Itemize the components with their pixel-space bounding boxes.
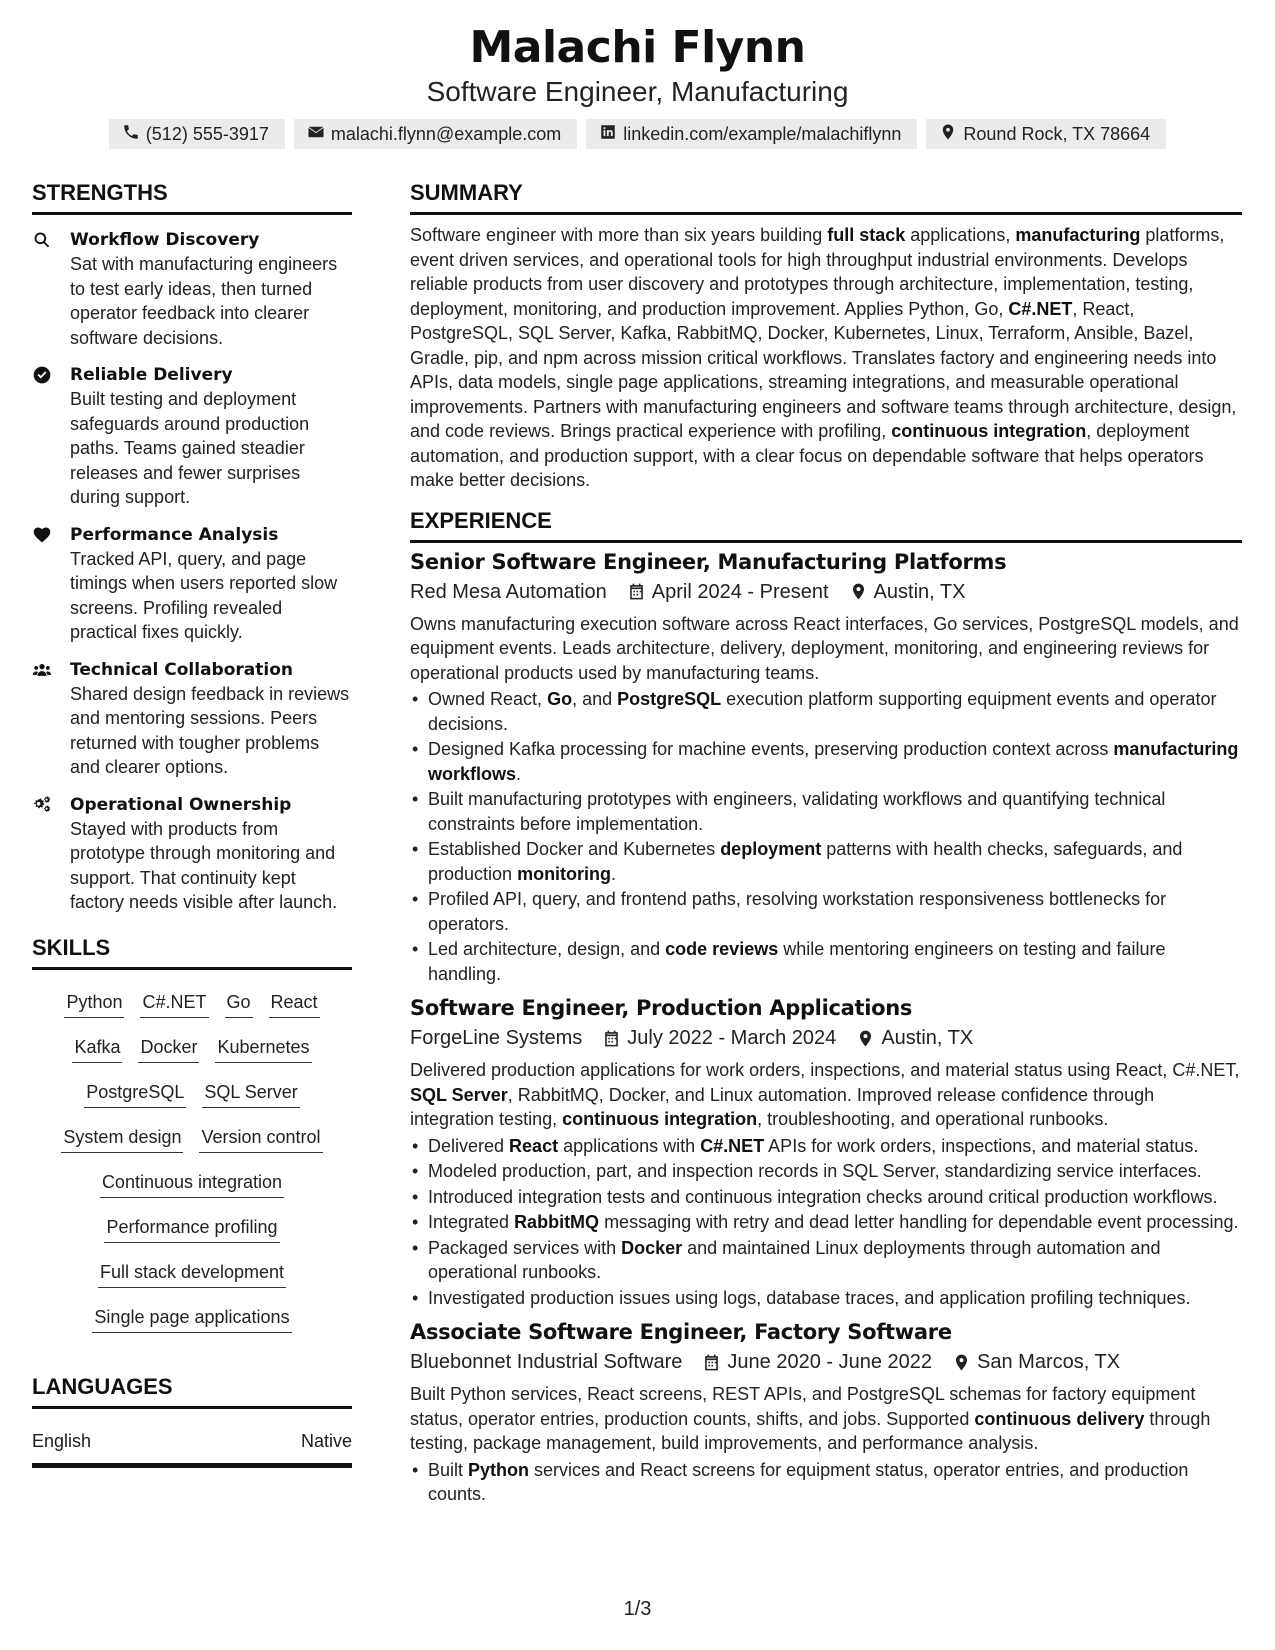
- emphasis-text: manufacturing: [1015, 225, 1141, 245]
- job-meta: [410, 1023, 1242, 1053]
- experience-list: [410, 547, 1242, 1507]
- calendar-icon: [627, 582, 646, 601]
- emphasis-text: PostgreSQL: [617, 689, 722, 709]
- contact-email[interactable]: [294, 119, 577, 149]
- skills-divider: [32, 967, 352, 970]
- job-bullet: • Investigated production issues using logs, database traces, and application profiling techniques.: [410, 1286, 1242, 1311]
- summary-heading: SUMMARY: [410, 180, 523, 205]
- job-description: Built Python services, React screens, REST APIs, and PostgreSQL schemas for factory equipment status, operator entries, production counts, shifts, and jobs. Supported continuous delivery through testing, package management, build improvements, and performance analysis.: [410, 1384, 1211, 1453]
- job-meta: [410, 1347, 1242, 1377]
- map-pin-icon: [939, 123, 957, 146]
- skills-heading: SKILLS: [32, 934, 111, 960]
- strength-description: Sat with manufacturing engineers to test early ideas, then turned operator feedback into clearer software decisions.: [70, 254, 338, 348]
- strength-item: [32, 228, 352, 350]
- skill-row: [98, 1250, 286, 1295]
- skill-tag: Kafka: [72, 1035, 122, 1063]
- linkedin-icon: [599, 123, 617, 146]
- strength-description: Built testing and deployment safeguards around production paths. Teams gained steadier releases and fewer surprises during support.: [70, 389, 310, 507]
- skill-tag: SQL Server: [202, 1080, 299, 1108]
- strength-description: Tracked API, query, and page timings when users reported slow screens. Profiling revealed practical fixes quickly.: [70, 548, 338, 642]
- job-entry: [410, 993, 1242, 1310]
- job-bullet: • Packaged services with Docker and maintained Linux deployments through automation and operational runbooks.: [410, 1236, 1242, 1285]
- job-description: Delivered production applications for work orders, inspections, and material status using React, C#.NET, SQL Server, RabbitMQ, Docker, and Linux automation. Improved release confidence through integration testing, continuous integration, troubleshooting, and operational runbooks.: [410, 1060, 1240, 1129]
- job-location: Austin, TX: [873, 580, 966, 603]
- strength-title: Technical Collaboration: [70, 659, 293, 680]
- right-column: [410, 178, 1242, 1508]
- contact-location[interactable]: [926, 119, 1166, 149]
- emphasis-text: C#.NET: [1008, 298, 1073, 319]
- skill-tag: PostgreSQL: [84, 1080, 186, 1108]
- job-bullet: • Built manufacturing prototypes with engineers, validating workflows and quantifying technical constraints before implementation.: [410, 787, 1242, 836]
- emphasis-text: continuous delivery: [974, 1408, 1145, 1429]
- skill-tag: Full stack development: [98, 1260, 286, 1288]
- map-pin-icon: [856, 1029, 875, 1048]
- contact-linkedin[interactable]: [586, 119, 917, 149]
- job-bullet: • Modeled production, part, and inspection records in SQL Server, standardizing service interfaces.: [410, 1159, 1242, 1184]
- language-name: English: [32, 1430, 92, 1451]
- skill-row: [104, 1205, 279, 1250]
- emphasis-text: Python: [468, 1459, 530, 1480]
- contact-linkedin-text: linkedin.com/example/malachiflynn: [623, 123, 902, 144]
- job-company: ForgeLine Systems: [410, 1027, 583, 1049]
- skill-tag: Docker: [138, 1035, 199, 1063]
- job-bullet: • Established Docker and Kubernetes deployment patterns with health checks, safeguards, and production monitoring.: [410, 837, 1242, 886]
- summary-divider: [410, 212, 1242, 215]
- job-dates: April 2024 - Present: [651, 580, 829, 603]
- job-bullet: • Designed Kafka processing for machine events, preserving production context across manufacturing workflows.: [410, 737, 1242, 786]
- strength-title: Operational Ownership: [70, 794, 292, 815]
- language-item: [32, 1429, 352, 1453]
- resume-header: [0, 22, 1275, 149]
- emphasis-text: React: [509, 1135, 559, 1156]
- strength-description: Shared design feedback in reviews and mentoring sessions. Peers returned with tougher problems and clearer options.: [70, 683, 350, 777]
- job-bullets: [410, 1134, 1242, 1311]
- heart-icon: [32, 523, 70, 645]
- strength-description: Stayed with products from prototype through monitoring and support. That continuity kept factory needs visible after launch.: [70, 818, 338, 912]
- calendar-icon: [702, 1353, 721, 1372]
- job-bullets: [410, 1458, 1242, 1507]
- emphasis-text: Docker: [621, 1237, 683, 1258]
- check-circle-icon: [32, 363, 70, 510]
- envelope-icon: [307, 123, 325, 146]
- gears-icon: [32, 793, 70, 915]
- skill-row: [92, 1295, 291, 1340]
- job-bullet: • Delivered React applications with C#.NET APIs for work orders, inspections, and material status.: [410, 1134, 1242, 1159]
- strength-item: [32, 523, 352, 645]
- job-bullet: • Led architecture, design, and code reviews while mentoring engineers on testing and failure handling.: [410, 937, 1242, 986]
- strengths-heading: STRENGTHS: [32, 180, 168, 205]
- job-bullets: [410, 687, 1242, 986]
- language-level: Native: [300, 1430, 352, 1451]
- strengths-divider: [32, 212, 352, 215]
- contact-email-text: malachi.flynn@example.com: [330, 123, 562, 144]
- strength-title: Reliable Delivery: [70, 365, 233, 385]
- job-bullet: • Built Python services and React screens for equipment status, operator entries, and production counts.: [410, 1458, 1242, 1507]
- job-title: Senior Software Engineer, Manufacturing Platforms: [410, 549, 1007, 574]
- job-company: Red Mesa Automation: [410, 580, 607, 603]
- strength-item: [32, 658, 352, 780]
- skill-tag: Go: [225, 990, 253, 1018]
- skill-tag: Version control: [199, 1125, 322, 1153]
- strength-title: Workflow Discovery: [70, 230, 260, 250]
- emphasis-text: full stack: [827, 225, 906, 245]
- job-bullet: • Profiled API, query, and frontend paths, resolving workstation responsiveness bottlenecks for operators.: [410, 887, 1242, 936]
- skill-tag: Continuous integration: [100, 1170, 284, 1198]
- contact-bar: [0, 119, 1275, 149]
- contact-phone[interactable]: [109, 119, 285, 149]
- skill-tag: Single page applications: [92, 1305, 291, 1333]
- strength-item: [32, 793, 352, 915]
- job-company: Bluebonnet Industrial Software: [410, 1351, 683, 1373]
- page-number: 1/3: [623, 1598, 652, 1620]
- emphasis-text: continuous integration: [562, 1109, 758, 1129]
- skill-row: [84, 1070, 299, 1115]
- emphasis-text: deployment: [720, 839, 822, 859]
- summary-text: Software engineer with more than six years building full stack applications, manufacturing platforms, event driven services, and operational tools for high throughput industrial environments. Develops reliable products from user discovery and prototypes through architecture, implementation, testing, deployment, monitoring, and production improvement. Applies Python, Go, C#.NET, React, PostgreSQL, SQL Server, Kafka, RabbitMQ, Docker, Kubernetes, Linux, Terraform, Ansible, Bazel, Gradle, pip, and npm across mission critical workflows. Translates factory and engineering needs into APIs, data models, single page applications, streaming integrations, and measurable operational improvements. Partners with manufacturing engineers and software teams through architecture, design, and code reviews. Brings practical experience with profiling, continuous integration, deployment automation, and production support, with a clear focus on dependable software that helps operators make better decisions.: [410, 225, 1237, 490]
- emphasis-text: code reviews: [665, 939, 779, 959]
- left-column: [32, 178, 352, 1468]
- language-level-bar: [32, 1463, 352, 1468]
- emphasis-text: RabbitMQ: [514, 1212, 600, 1232]
- job-dates: July 2022 - March 2024: [627, 1027, 837, 1049]
- phone-icon: [122, 123, 140, 146]
- job-entry: [410, 547, 1242, 987]
- skill-tag: React: [269, 990, 320, 1018]
- job-title: Software Engineer, Production Applications: [410, 996, 913, 1020]
- experience-divider: [410, 540, 1242, 543]
- skill-row: [100, 1160, 284, 1205]
- emphasis-text: manufacturing workflows: [428, 739, 1239, 784]
- emphasis-text: SQL Server: [410, 1084, 508, 1105]
- job-dates: June 2020 - June 2022: [727, 1351, 933, 1373]
- job-bullet: • Integrated RabbitMQ messaging with retry and dead letter handling for dependable event processing.: [410, 1210, 1242, 1235]
- emphasis-text: C#.NET: [700, 1135, 765, 1156]
- calendar-icon: [602, 1029, 621, 1048]
- candidate-title: Software Engineer, Manufacturing: [426, 76, 849, 107]
- job-bullet: • Introduced integration tests and continuous integration checks around critical production workflows.: [410, 1185, 1242, 1210]
- candidate-name: Malachi Flynn: [469, 22, 806, 73]
- job-bullet: • Owned React, Go, and PostgreSQL execution platform supporting equipment events and operator decisions.: [410, 687, 1242, 736]
- job-location: Austin, TX: [881, 1027, 974, 1049]
- emphasis-text: continuous integration: [891, 421, 1087, 441]
- skill-row: [61, 1115, 322, 1160]
- skill-tag: C#.NET: [140, 990, 208, 1018]
- search-icon: [32, 228, 70, 350]
- job-title: Associate Software Engineer, Factory Software: [410, 1320, 952, 1344]
- skill-tag: System design: [61, 1125, 183, 1153]
- job-location: San Marcos, TX: [977, 1351, 1121, 1373]
- strength-item: [32, 363, 352, 510]
- skills-list: [32, 980, 352, 1340]
- languages-divider: [32, 1406, 352, 1409]
- job-description: Owns manufacturing execution software across React interfaces, Go services, PostgreSQL models, and equipment events. Leads architecture, delivery, deployment, monitoring, and engineering reviews for operational products used by manufacturing teams.: [410, 613, 1239, 683]
- job-entry: [410, 1317, 1242, 1507]
- skill-row: [64, 980, 319, 1025]
- skill-row: [72, 1025, 311, 1070]
- map-pin-icon: [952, 1353, 971, 1372]
- experience-heading: EXPERIENCE: [410, 507, 552, 533]
- contact-phone-text: (512) 555-3917: [145, 123, 269, 144]
- languages-heading: LANGUAGES: [32, 1373, 173, 1399]
- job-meta: [410, 577, 1242, 607]
- skill-tag: Kubernetes: [215, 1035, 311, 1063]
- emphasis-text: Go: [547, 689, 573, 709]
- emphasis-text: monitoring: [517, 863, 612, 884]
- strength-title: Performance Analysis: [70, 524, 279, 545]
- skill-tag: Python: [64, 990, 124, 1018]
- skill-tag: Performance profiling: [104, 1215, 279, 1243]
- contact-location-text: Round Rock, TX 78664: [963, 123, 1151, 144]
- map-pin-icon: [849, 582, 868, 601]
- users-icon: [32, 658, 70, 780]
